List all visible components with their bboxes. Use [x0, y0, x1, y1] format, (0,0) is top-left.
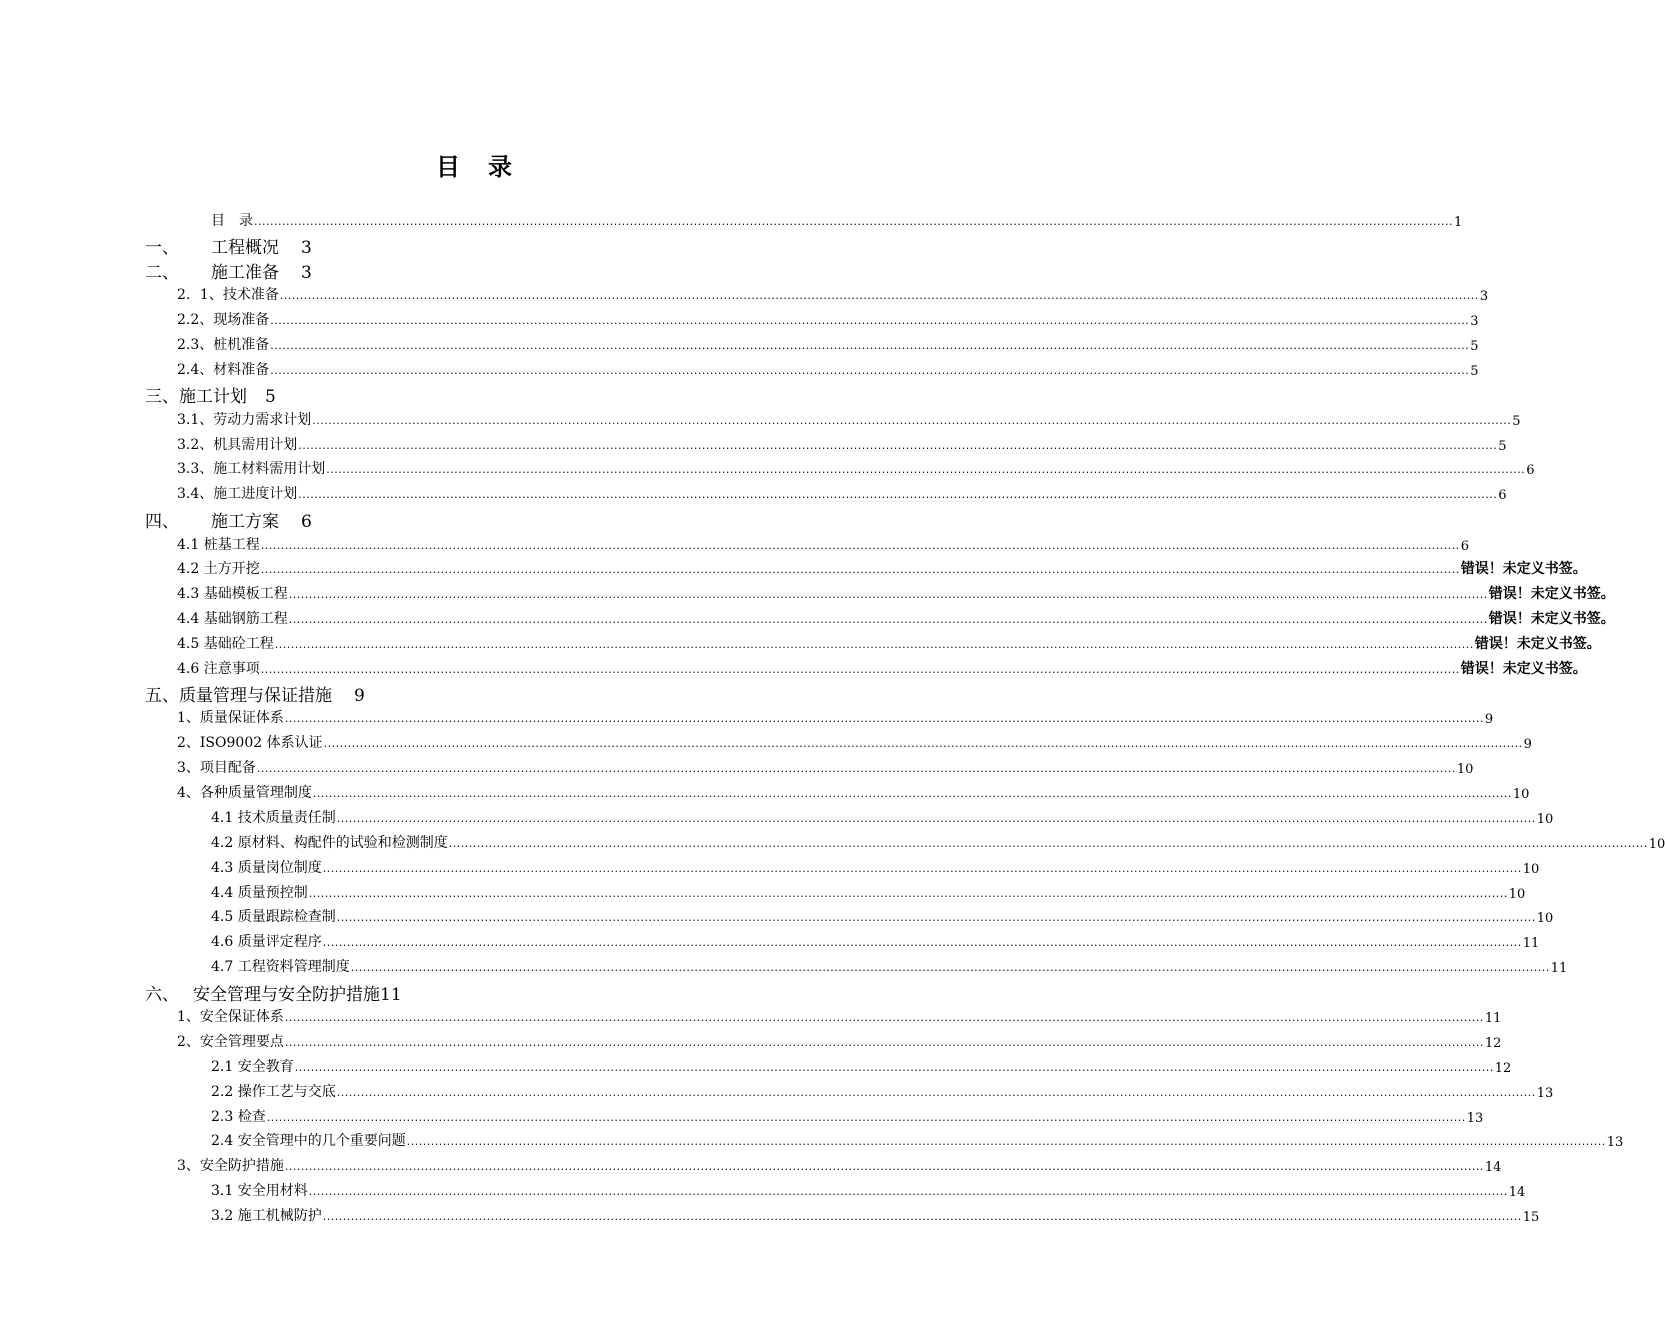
- toc-entry[interactable]: [177, 407, 1521, 429]
- toc-entry[interactable]: [177, 730, 1532, 752]
- bookmark-error: 错误！未定义书签。: [1488, 586, 1615, 602]
- toc-entry-label: 4.2 土方开挖: [177, 561, 260, 577]
- dot-leader: ............................................................................................................................................................................................................................................................................................................: [298, 488, 1498, 501]
- section-number: 六、: [145, 985, 179, 1005]
- toc-entry-label: 4.5 基础砼工程: [177, 636, 274, 652]
- toc-entry-label: 4.7 工程资料管理制度: [211, 959, 350, 975]
- dot-leader: ............................................................................................................................................................................................................................................................................................................: [448, 837, 1648, 850]
- toc-entry-page: 14: [1484, 1160, 1502, 1175]
- dot-leader: ............................................................................................................................................................................................................................................................................................................: [288, 613, 1488, 626]
- toc-entry-label: 4.1 桩基工程: [177, 537, 260, 553]
- dot-leader: ............................................................................................................................................................................................................................................................................................................: [336, 1086, 1536, 1099]
- toc-entry[interactable]: [177, 307, 1479, 329]
- dot-leader: ............................................................................................................................................................................................................................................................................................................: [284, 712, 1484, 725]
- section-page: 9: [354, 686, 365, 706]
- toc-entry-label: 1、质量保证体系: [177, 710, 284, 726]
- toc-entry[interactable]: [177, 1004, 1502, 1026]
- toc-entry[interactable]: [211, 929, 1540, 951]
- toc-entry-label: 目 录: [211, 213, 253, 229]
- dot-leader: ............................................................................................................................................................................................................................................................................................................: [322, 936, 1522, 949]
- dot-leader: ............................................................................................................................................................................................................................................................................................................: [279, 289, 1479, 302]
- toc-entry-label: 4.4 基础钢筋工程: [177, 611, 288, 627]
- toc-entry-page: 9: [1523, 737, 1532, 752]
- dot-leader: ............................................................................................................................................................................................................................................................................................................: [284, 1036, 1484, 1049]
- toc-entry-label: 4.4 质量预控制: [211, 885, 308, 901]
- dot-leader: ............................................................................................................................................................................................................................................................................................................: [336, 812, 1536, 825]
- section-title: 三、施工计划: [145, 387, 247, 407]
- section-heading[interactable]: [145, 258, 312, 282]
- toc-entry-page: 9: [1484, 712, 1494, 727]
- section-title: 施工方案: [211, 512, 279, 532]
- dot-leader: ............................................................................................................................................................................................................................................................................................................: [254, 215, 1453, 228]
- toc-entry-label: 4.2 原材料、构配件的试验和检测制度: [211, 835, 448, 851]
- toc-entry-page: 13: [1536, 1086, 1554, 1101]
- dot-leader: ............................................................................................................................................................................................................................................................................................................: [274, 638, 1474, 651]
- toc-entry[interactable]: [211, 880, 1526, 902]
- section-heading[interactable]: [145, 233, 312, 257]
- toc-entry-page: 14: [1508, 1185, 1526, 1200]
- toc-entry-page: 11: [1522, 936, 1540, 951]
- toc-entry-page: 10: [1648, 837, 1665, 852]
- bookmark-error: 错误！未定义书签。: [1460, 561, 1587, 577]
- section-page: 11: [380, 985, 402, 1005]
- toc-entry-label: 4.6 注意事项: [177, 661, 260, 677]
- toc-entry[interactable]: [211, 830, 1665, 852]
- toc-entry-label: 4.1 技术质量责任制: [211, 810, 336, 826]
- dot-leader: ............................................................................................................................................................................................................................................................................................................: [312, 787, 1512, 800]
- toc-entry[interactable]: [177, 432, 1507, 454]
- toc-entry-label: 4.6 质量评定程序: [211, 934, 322, 950]
- toc-entry-label: 2.3 检查: [211, 1109, 266, 1125]
- toc-entry[interactable]: [177, 581, 1615, 603]
- dot-leader: ............................................................................................................................................................................................................................................................................................................: [406, 1135, 1606, 1148]
- toc-entry[interactable]: [177, 282, 1489, 304]
- toc-entry-page: 3: [1479, 289, 1489, 304]
- toc-entry[interactable]: [211, 1054, 1512, 1076]
- dot-leader: ............................................................................................................................................................................................................................................................................................................: [326, 463, 1526, 476]
- toc-entry-page: 1: [1453, 215, 1463, 230]
- toc-entry-page: 6: [1460, 539, 1469, 554]
- toc-entry[interactable]: [177, 1029, 1502, 1051]
- dot-leader: ............................................................................................................................................................................................................................................................................................................: [284, 1160, 1484, 1173]
- section-page: 3: [301, 263, 312, 283]
- toc-entry-label: 3.3、施工材料需用计划: [177, 461, 326, 477]
- toc-entry-label: 2.4 安全管理中的几个重要问题: [211, 1133, 406, 1149]
- toc-entry-page: 10: [1512, 787, 1530, 802]
- dot-leader: ............................................................................................................................................................................................................................................................................................................: [266, 1111, 1466, 1124]
- toc-entry-label: 2、ISO9002 体系认证: [177, 735, 323, 751]
- section-title: 安全管理与安全防护措施: [193, 985, 380, 1005]
- toc-entry-page: 11: [1550, 961, 1568, 976]
- page-title: 目 录: [436, 152, 514, 181]
- section-heading[interactable]: [145, 382, 276, 406]
- toc-entry-label: 3.2、机具需用计划: [177, 437, 298, 453]
- toc-entry-page: 5: [1470, 339, 1479, 354]
- dot-leader: ............................................................................................................................................................................................................................................................................................................: [308, 1185, 1508, 1198]
- toc-entry-page: 10: [1536, 911, 1554, 926]
- toc-entry-label: 2.3、桩机准备: [177, 337, 270, 353]
- toc-entry[interactable]: [211, 1104, 1484, 1126]
- toc-entry-page: 10: [1456, 762, 1474, 777]
- toc-entry[interactable]: [177, 456, 1535, 478]
- section-page: 5: [265, 387, 276, 407]
- dot-leader: ............................................................................................................................................................................................................................................................................................................: [270, 314, 1470, 327]
- toc-entry-page: 10: [1536, 812, 1554, 827]
- section-title: 施工准备: [211, 263, 279, 283]
- toc-entry-label: 2.1 安全教育: [211, 1059, 294, 1075]
- dot-leader: ............................................................................................................................................................................................................................................................................................................: [294, 1061, 1494, 1074]
- dot-leader: ............................................................................................................................................................................................................................................................................................................: [270, 339, 1470, 352]
- toc-entry-page: 5: [1512, 414, 1521, 429]
- dot-leader: ............................................................................................................................................................................................................................................................................................................: [336, 911, 1536, 924]
- toc-entry[interactable]: [211, 1203, 1540, 1225]
- section-heading[interactable]: [145, 681, 365, 705]
- dot-leader: ............................................................................................................................................................................................................................................................................................................: [323, 737, 1523, 750]
- toc-entry[interactable]: [177, 481, 1507, 503]
- toc-entry-label: 4.3 基础模板工程: [177, 586, 288, 602]
- toc-entry-label: 2.2 操作工艺与交底: [211, 1084, 336, 1100]
- toc-entry-label: 3.2 施工机械防护: [211, 1208, 322, 1224]
- dot-leader: ............................................................................................................................................................................................................................................................................................................: [260, 663, 1460, 676]
- toc-entry[interactable]: [211, 1128, 1624, 1150]
- dot-leader: ............................................................................................................................................................................................................................................................................................................: [260, 563, 1460, 576]
- toc-entry[interactable]: [211, 1178, 1526, 1200]
- toc-entry[interactable]: [177, 1153, 1502, 1175]
- toc-entry[interactable]: [177, 780, 1530, 802]
- toc-entry-label: 3、项目配备: [177, 760, 256, 776]
- dot-leader: ............................................................................................................................................................................................................................................................................................................: [288, 588, 1488, 601]
- toc-entry[interactable]: [211, 208, 1463, 230]
- dot-leader: ............................................................................................................................................................................................................................................................................................................: [298, 439, 1498, 452]
- toc-entry-label: 2.2、现场准备: [177, 312, 270, 328]
- toc-entry-label: 2.4、材料准备: [177, 362, 270, 378]
- section-page: 6: [301, 512, 312, 532]
- bookmark-error: 错误！未定义书签。: [1488, 611, 1615, 627]
- toc-entry[interactable]: [211, 904, 1554, 926]
- toc-entry[interactable]: [177, 631, 1601, 653]
- dot-leader: ............................................................................................................................................................................................................................................................................................................: [350, 961, 1550, 974]
- section-title: 五、质量管理与保证措施: [145, 686, 332, 706]
- toc-entry-page: 15: [1522, 1210, 1540, 1225]
- toc-entry-page: 10: [1522, 862, 1540, 877]
- section-heading[interactable]: [145, 507, 312, 531]
- toc-entry-page: 13: [1606, 1135, 1624, 1150]
- toc-entry-page: 10: [1508, 887, 1526, 902]
- toc-entry-label: 2．1、技术准备: [177, 287, 279, 303]
- dot-leader: ............................................................................................................................................................................................................................................................................................................: [322, 862, 1522, 875]
- section-page: 3: [301, 238, 312, 258]
- section-number: 二、: [145, 263, 179, 283]
- dot-leader: ............................................................................................................................................................................................................................................................................................................: [312, 414, 1512, 427]
- toc-entry-label: 4、各种质量管理制度: [177, 785, 312, 801]
- dot-leader: ............................................................................................................................................................................................................................................................................................................: [308, 887, 1508, 900]
- toc-entry[interactable]: [211, 805, 1554, 827]
- toc-entry-label: 3.4、施工进度计划: [177, 486, 298, 502]
- dot-leader: ............................................................................................................................................................................................................................................................................................................: [270, 364, 1470, 377]
- toc-entry-page: 3: [1470, 314, 1479, 329]
- toc-entry[interactable]: [177, 755, 1474, 777]
- toc-entry-page: 12: [1484, 1036, 1502, 1051]
- toc-entry-label: 4.5 质量跟踪检查制: [211, 909, 336, 925]
- toc-entry[interactable]: [177, 357, 1479, 379]
- toc-entry[interactable]: [177, 606, 1615, 628]
- toc-entry[interactable]: [211, 855, 1540, 877]
- toc-entry-page: 5: [1498, 439, 1507, 454]
- toc-entry-label: 3.1 安全用材料: [211, 1183, 308, 1199]
- section-title: 工程概况: [211, 238, 279, 258]
- toc-entry-label: 4.3 质量岗位制度: [211, 860, 322, 876]
- toc-entry[interactable]: [177, 656, 1587, 678]
- toc-entry-page: 11: [1484, 1011, 1502, 1026]
- toc-entry-label: 3、安全防护措施: [177, 1158, 284, 1174]
- toc-entry[interactable]: [211, 954, 1568, 976]
- bookmark-error: 错误！未定义书签。: [1474, 636, 1601, 652]
- toc-entry-page: 6: [1498, 488, 1507, 503]
- toc-entry-label: 2、安全管理要点: [177, 1034, 284, 1050]
- dot-leader: ............................................................................................................................................................................................................................................................................................................: [322, 1210, 1522, 1223]
- bookmark-error: 错误！未定义书签。: [1460, 661, 1587, 677]
- toc-entry[interactable]: [177, 532, 1469, 554]
- toc-entry-label: 1、安全保证体系: [177, 1009, 284, 1025]
- section-heading[interactable]: [145, 980, 402, 1004]
- section-number: 四、: [145, 512, 179, 532]
- toc-entry-page: 5: [1470, 364, 1479, 379]
- toc-entry[interactable]: [177, 556, 1587, 578]
- dot-leader: ............................................................................................................................................................................................................................................................................................................: [260, 539, 1460, 552]
- toc-entry[interactable]: [177, 705, 1494, 727]
- toc-entry[interactable]: [177, 332, 1479, 354]
- toc-entry-label: 3.1、劳动力需求计划: [177, 412, 312, 428]
- dot-leader: ............................................................................................................................................................................................................................................................................................................: [256, 762, 1456, 775]
- toc-entry-page: 6: [1526, 463, 1535, 478]
- dot-leader: ............................................................................................................................................................................................................................................................................................................: [284, 1011, 1484, 1024]
- toc-entry[interactable]: [211, 1079, 1554, 1101]
- toc-entry-page: 13: [1466, 1111, 1484, 1126]
- toc-entry-page: 12: [1494, 1061, 1512, 1076]
- section-number: 一、: [145, 238, 179, 258]
